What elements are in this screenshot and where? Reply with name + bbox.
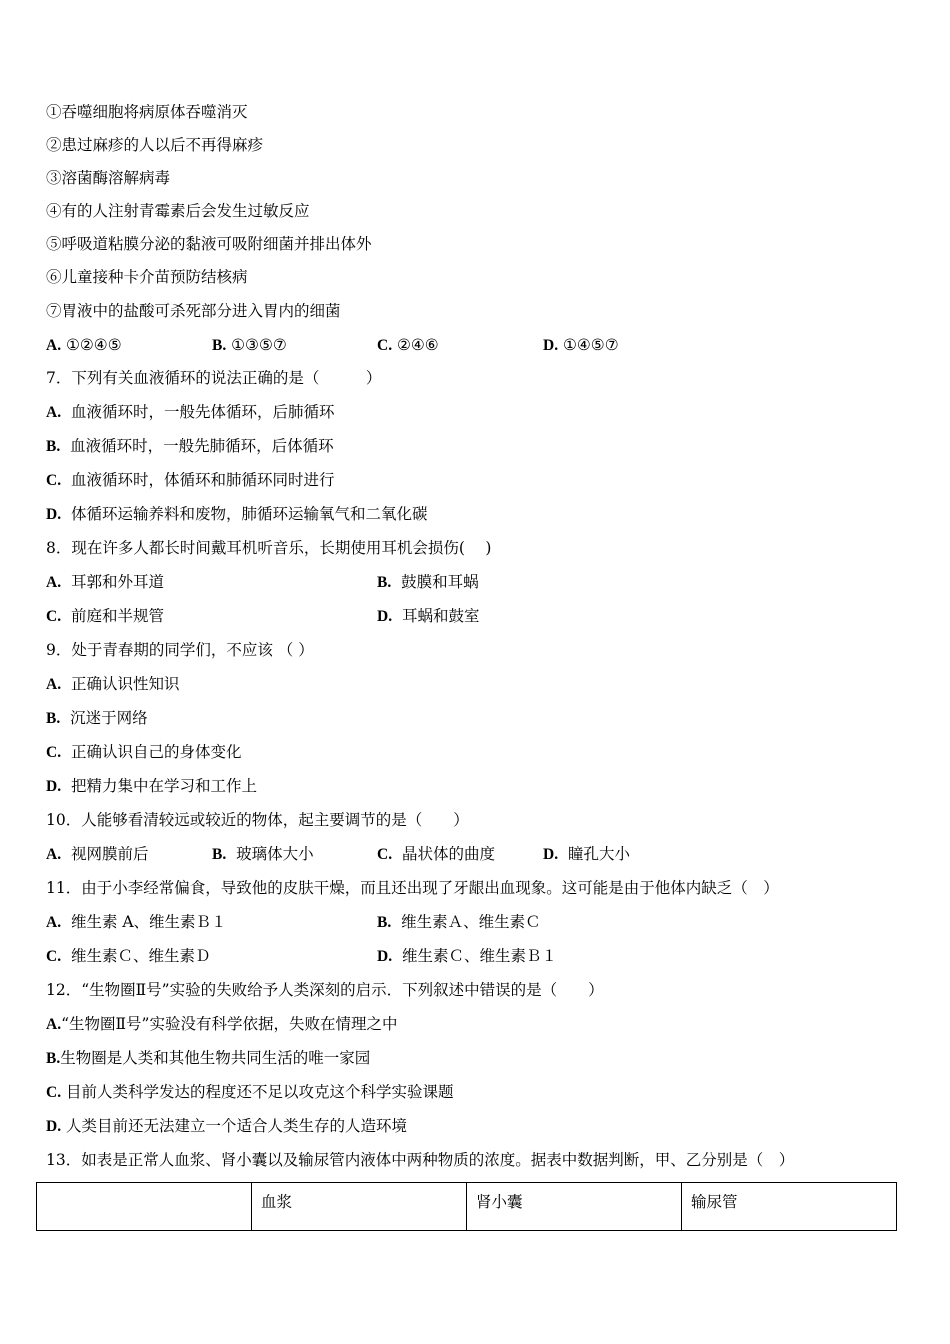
- option-label: D.: [377, 948, 393, 965]
- option-label: C.: [377, 337, 393, 354]
- option-text: 人类目前还无法建立一个适合人类生存的人造环境: [66, 1117, 408, 1135]
- q10-stem: 10．人能够看清较远或较近的物体，起主要调节的是（ ）: [46, 811, 469, 829]
- option-text: 血液循环时，一般先肺循环，后体循环: [70, 437, 334, 455]
- q6-option-a[interactable]: [46, 335, 122, 355]
- q10-option-b[interactable]: [212, 844, 314, 864]
- option-label: C.: [46, 472, 62, 489]
- option-label: A.: [46, 846, 62, 863]
- option-label: A.: [46, 404, 62, 421]
- option-text: 鼓膜和耳蜗: [401, 573, 479, 591]
- q11-option-b[interactable]: [377, 912, 541, 932]
- q6-item-6: ⑥儿童接种卡介苗预防结核病: [46, 268, 248, 286]
- table-header-cell: 输尿管: [682, 1183, 897, 1231]
- q9-option-c[interactable]: [46, 742, 241, 762]
- q6-item-4: ④有的人注射青霉素后会发生过敏反应: [46, 202, 310, 220]
- option-label: C.: [377, 846, 393, 863]
- q11-stem: 11．由于小李经常偏食，导致他的皮肤干燥，而且还出现了牙龈出血现象。这可能是由于他体内缺乏（ ）: [46, 879, 779, 897]
- q9-option-a[interactable]: [46, 674, 179, 694]
- option-text: 前庭和半规管: [70, 607, 164, 625]
- q6-option-c[interactable]: [377, 335, 439, 355]
- option-text: 生物圈是人类和其他生物共同生活的唯一家园: [60, 1049, 371, 1067]
- table-header-cell: 肾小囊: [467, 1183, 682, 1231]
- table-header-cell: 血浆: [252, 1183, 467, 1231]
- option-label: C.: [46, 744, 62, 761]
- q9-option-d[interactable]: [46, 776, 257, 796]
- q9-option-b[interactable]: [46, 708, 148, 728]
- q11-option-a[interactable]: [46, 912, 227, 932]
- q12-option-a[interactable]: [46, 1014, 397, 1034]
- q8-stem: 8．现在许多人都长时间戴耳机听音乐，长期使用耳机会损伤( ): [46, 539, 492, 557]
- q7-option-b[interactable]: [46, 436, 334, 456]
- option-text: 玻璃体大小: [236, 845, 314, 863]
- option-text: 正确认识性知识: [70, 675, 180, 693]
- q8-option-b[interactable]: [377, 572, 479, 592]
- q12-stem: 12．“生物圈Ⅱ号”实验的失败给予人类深刻的启示．下列叙述中错误的是（ ）: [46, 981, 604, 999]
- q6-item-7: ⑦胃液中的盐酸可杀死部分进入胃内的细菌: [46, 302, 341, 320]
- option-label: D.: [46, 506, 62, 523]
- q12-option-d[interactable]: [46, 1116, 407, 1136]
- option-label: C.: [46, 1084, 62, 1101]
- option-label: A.: [46, 1016, 62, 1033]
- q10-option-c[interactable]: [377, 844, 495, 864]
- data-table: [36, 1182, 897, 1231]
- option-label: D.: [543, 846, 559, 863]
- option-label: B.: [46, 710, 61, 727]
- q7-option-d[interactable]: [46, 504, 427, 524]
- option-text: 晶状体的曲度: [401, 845, 495, 863]
- option-text: ①③⑤⑦: [231, 336, 287, 354]
- option-text: 瞳孔大小: [567, 845, 630, 863]
- option-label: A.: [46, 676, 62, 693]
- q7-option-a[interactable]: [46, 402, 334, 422]
- option-text: 维生素Ｃ、维生素Ｄ: [70, 947, 211, 965]
- option-text: 血液循环时，体循环和肺循环同时进行: [70, 471, 335, 489]
- option-label: D.: [377, 608, 393, 625]
- q7-option-c[interactable]: [46, 470, 334, 490]
- q6-item-1: ①吞噬细胞将病原体吞噬消灭: [46, 103, 248, 121]
- q9-stem: 9．处于青春期的同学们，不应该 （ ）: [46, 641, 314, 659]
- option-label: B.: [212, 846, 227, 863]
- option-text: 沉迷于网络: [70, 709, 148, 727]
- option-text: 视网膜前后: [70, 845, 149, 863]
- q12-option-c[interactable]: [46, 1082, 454, 1102]
- option-text: 维生素Ｃ、维生素Ｂ１: [401, 947, 557, 965]
- option-label: D.: [46, 1118, 62, 1135]
- option-text: ①②④⑤: [66, 336, 122, 354]
- option-text: 耳郭和外耳道: [70, 573, 164, 591]
- q8-option-d[interactable]: [377, 606, 479, 626]
- option-text: 目前人类科学发达的程度还不足以攻克这个科学实验课题: [66, 1083, 454, 1101]
- q7-stem: 7．下列有关血液循环的说法正确的是（ ）: [46, 369, 382, 387]
- option-text: 把精力集中在学习和工作上: [70, 777, 257, 795]
- option-label: B.: [46, 1050, 61, 1067]
- q6-item-3: ③溶菌酶溶解病毒: [46, 169, 171, 187]
- option-text: 血液循环时，一般先体循环，后肺循环: [70, 403, 335, 421]
- option-text: “生物圈Ⅱ号”实验没有科学依据，失败在情理之中: [61, 1015, 398, 1033]
- q10-option-a[interactable]: [46, 844, 148, 864]
- option-label: A.: [46, 337, 62, 354]
- option-text: ①④⑤⑦: [563, 336, 619, 354]
- q11-option-c[interactable]: [46, 946, 210, 966]
- option-label: B.: [377, 914, 392, 931]
- option-text: 维生素 A、维生素Ｂ１: [70, 913, 227, 931]
- option-label: B.: [46, 438, 61, 455]
- q6-item-5: ⑤呼吸道粘膜分泌的黏液可吸附细菌并排出体外: [46, 235, 372, 253]
- q8-option-c[interactable]: [46, 606, 164, 626]
- option-label: C.: [46, 608, 62, 625]
- option-text: 正确认识自己的身体变化: [70, 743, 242, 761]
- q13-stem: 13．如表是正常人血浆、肾小囊以及输尿管内液体中两种物质的浓度。据表中数据判断，甲、乙分别是（ ）: [46, 1151, 795, 1169]
- option-label: A.: [46, 914, 62, 931]
- option-text: ②④⑥: [397, 336, 439, 354]
- option-text: 耳蜗和鼓室: [401, 607, 480, 625]
- option-label: A.: [46, 574, 62, 591]
- option-text: 体循环运输养料和废物，肺循环运输氧气和二氧化碳: [70, 505, 428, 523]
- option-label: D.: [543, 337, 559, 354]
- q11-option-d[interactable]: [377, 946, 557, 966]
- q12-option-b[interactable]: [46, 1048, 370, 1068]
- q10-option-d[interactable]: [543, 844, 630, 864]
- table-header-row: [37, 1183, 897, 1231]
- option-label: B.: [212, 337, 227, 354]
- q6-option-d[interactable]: [543, 335, 619, 355]
- q6-option-b[interactable]: [212, 335, 287, 355]
- option-label: D.: [46, 778, 62, 795]
- option-label: C.: [46, 948, 62, 965]
- table-header-cell: [37, 1183, 252, 1231]
- option-label: B.: [377, 574, 392, 591]
- option-text: 维生素Ａ、维生素Ｃ: [401, 913, 541, 931]
- q8-option-a[interactable]: [46, 572, 164, 592]
- q6-item-2: ②患过麻疹的人以后不再得麻疹: [46, 136, 264, 154]
